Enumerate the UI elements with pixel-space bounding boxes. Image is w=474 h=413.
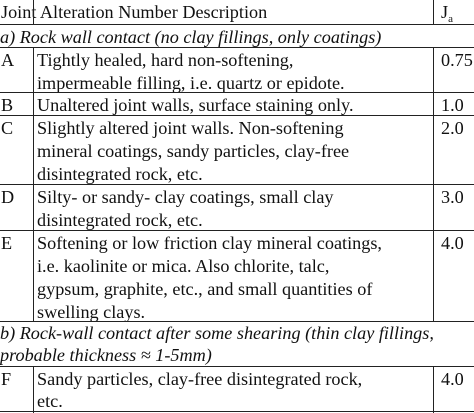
row-a-code: A xyxy=(1,50,15,70)
row-b-code: B xyxy=(1,95,14,115)
section-b-title-line-1: b) Rock-wall contact after some shearing (thin clay fillings, xyxy=(0,323,434,343)
row-d-line-2: disintegrated rock, etc. xyxy=(37,210,203,230)
row-e-line-3: gypsum, graphite, etc., and small quantities of xyxy=(37,279,373,299)
divider-value-header xyxy=(433,0,434,24)
rule-row-c xyxy=(0,184,474,185)
row-c-line-3: disintegrated rock, etc. xyxy=(37,164,203,184)
header-value xyxy=(441,1,453,30)
row-e-value: 4.0 xyxy=(441,233,464,253)
row-f-value: 4.0 xyxy=(441,369,464,389)
row-c-line-1: Slightly altered joint walls. Non-softening xyxy=(37,118,344,138)
divider-value-section-b xyxy=(433,366,434,413)
row-c-line-2: mineral coatings, sandy particles, clay-free xyxy=(37,141,350,161)
rule-under-header xyxy=(0,24,474,25)
row-d-value: 3.0 xyxy=(441,187,464,207)
row-c-value: 2.0 xyxy=(441,118,464,138)
row-f-line-1: Sandy particles, clay-free disintegrated rock, xyxy=(37,369,363,389)
row-b-line-1: Unaltered joint walls, surface staining only. xyxy=(37,95,354,115)
divider-code-header xyxy=(33,0,34,24)
row-d-code: D xyxy=(1,187,15,207)
row-a-value: 0.75 xyxy=(441,50,473,70)
rule-row-e xyxy=(0,321,474,322)
row-a-line-1: Tightly healed, hard non-softening, xyxy=(37,50,294,70)
rule-row-f xyxy=(0,411,474,412)
divider-code-section-b xyxy=(33,366,34,413)
row-c-code: C xyxy=(1,118,14,138)
row-d-line-1: Silty- or sandy- clay coatings, small clay xyxy=(37,187,334,207)
section-b-title-line-2: probable thickness ≈ 1-5mm) xyxy=(0,345,212,365)
divider-value-section-a xyxy=(433,47,434,321)
rule-row-a xyxy=(0,92,474,93)
row-e-line-1: Softening or low friction clay mineral coatings, xyxy=(37,233,382,253)
row-f-line-2: etc. xyxy=(37,391,63,411)
row-e-code: E xyxy=(1,233,13,253)
rule-row-b xyxy=(0,115,474,116)
row-f-code: F xyxy=(1,369,12,389)
rule-under-section-b xyxy=(0,366,474,367)
header-value-subscript: a xyxy=(448,13,453,25)
section-a-title: a) Rock wall contact (no clay fillings, only coatings) xyxy=(0,27,382,47)
rule-under-section-a xyxy=(0,47,474,48)
rule-row-d xyxy=(0,230,474,231)
row-e-line-4: swelling clays. xyxy=(37,302,146,322)
divider-code-section-a xyxy=(33,47,34,321)
row-a-line-2: impermeable filling, i.e. quartz or epidote. xyxy=(37,73,345,93)
header-description: Joint Alteration Number Description xyxy=(1,2,268,22)
row-b-value: 1.0 xyxy=(441,95,464,115)
row-e-line-2: i.e. kaolinite or mica. Also chlorite, talc, xyxy=(37,256,330,276)
header-value-symbol: J xyxy=(441,2,449,22)
